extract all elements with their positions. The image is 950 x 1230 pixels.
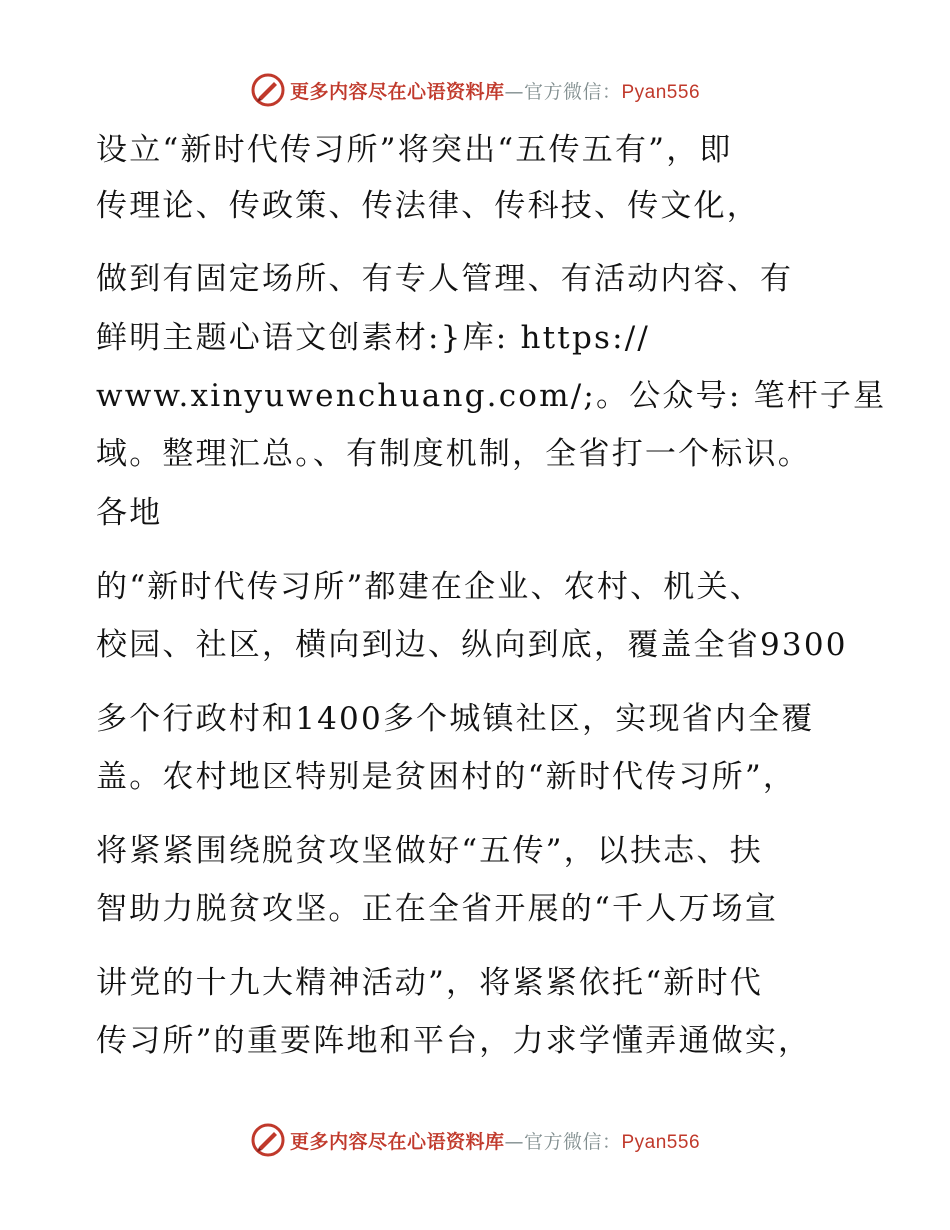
- header-brand: 更多内容尽在心语资料库: [289, 80, 505, 103]
- body-line: 做到有固定场所、有专人管理、有活动内容、有: [96, 261, 794, 297]
- body-line: 的“新时代传习所”都建在企业、农村、机关、: [96, 569, 763, 605]
- header-wechat-handle: Pyan556: [621, 81, 701, 103]
- body-line: 域。整理汇总。、有制度机制，全省打一个标识。: [96, 436, 811, 472]
- pen-logo-icon: [250, 1122, 286, 1158]
- header-banner-inner: [250, 72, 700, 108]
- footer-wechat-handle: Pyan556: [621, 1131, 701, 1153]
- body-line: 多个行政村和1400多个城镇社区，实现省内全覆: [96, 701, 815, 737]
- footer-banner-text: [290, 1127, 700, 1154]
- footer-wechat-label: 官方微信：: [523, 1130, 622, 1153]
- footer-brand: 更多内容尽在心语资料库: [289, 1130, 505, 1153]
- header-wechat-label: 官方微信：: [523, 80, 622, 103]
- body-line: 传理论、传政策、传法律、传科技、传文化，: [96, 188, 760, 224]
- body-line: 智助力脱贫攻坚。正在全省开展的“千人万场宣: [96, 891, 779, 927]
- body-line: 设立“新时代传习所”将突出“五传五有”，即: [96, 132, 733, 168]
- body-line: 各地: [96, 495, 163, 531]
- header-banner: [0, 68, 950, 112]
- header-banner-text: [290, 77, 700, 104]
- header-dash: —: [504, 80, 524, 103]
- body-line: 讲党的十九大精神活动”，将紧紧依托“新时代: [96, 965, 763, 1001]
- body-line: 盖。农村地区特别是贫困村的“新时代传习所”，: [96, 759, 797, 795]
- body-line: 校园、社区，横向到边、纵向到底，覆盖全省9300: [96, 627, 848, 663]
- footer-banner: [0, 1118, 950, 1162]
- body-line: 将紧紧围绕脱贫攻坚做好“五传”，以扶志、扶: [96, 833, 763, 869]
- body-line: 鲜明主题心语文创素材:}库: https://: [96, 320, 651, 356]
- footer-banner-inner: [250, 1122, 700, 1158]
- pen-logo-icon: [250, 72, 286, 108]
- body-line: 传习所”的重要阵地和平台，力求学懂弄通做实，: [96, 1023, 812, 1059]
- footer-dash: —: [504, 1130, 524, 1153]
- body-line: www.xinyuwenchuang.com/;。公众号: 笔杆子星: [96, 378, 887, 414]
